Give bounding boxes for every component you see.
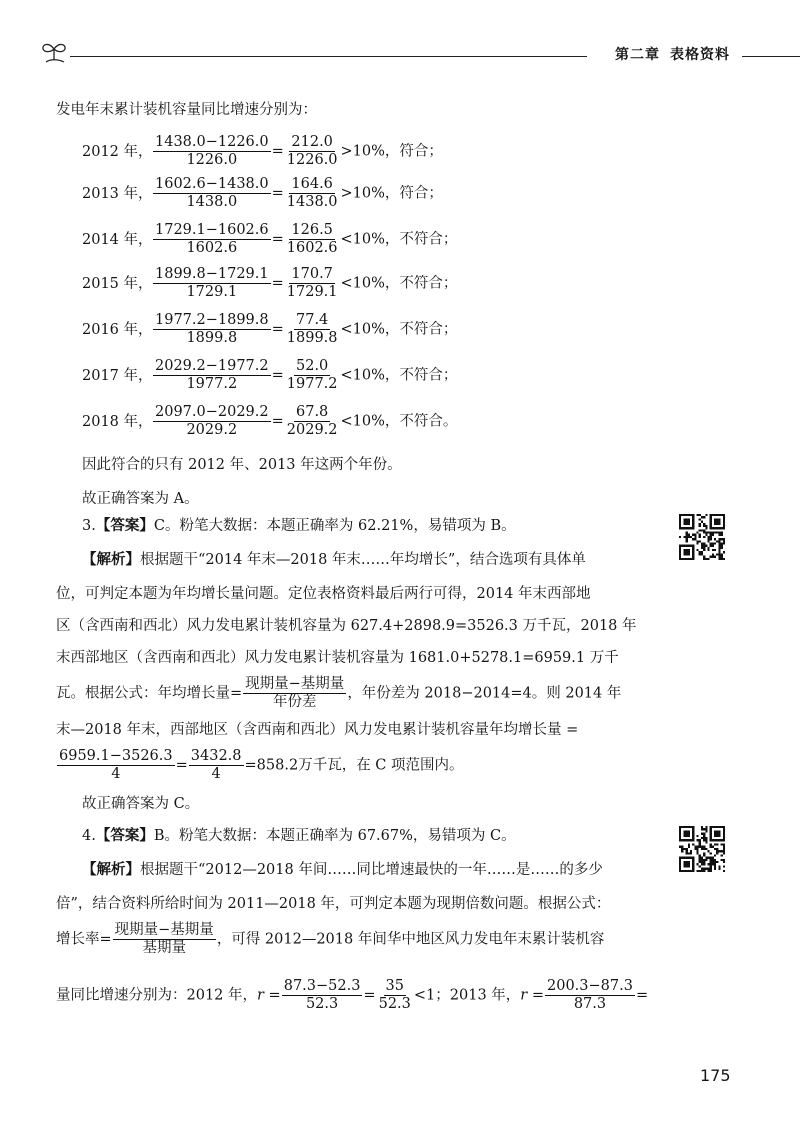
q4-formula-fraction bbox=[113, 922, 216, 957]
conclusion-text: 因此符合的只有 2012 年、2013 年这两个年份。 bbox=[82, 457, 402, 473]
fraction-denominator: 年份差 bbox=[272, 694, 317, 710]
fraction-denominator: 52.3 bbox=[305, 996, 339, 1012]
fraction-denominator: 1899.8 bbox=[186, 330, 238, 346]
q4-answer-line bbox=[82, 826, 516, 846]
fraction-numerator: 2029.2−1977.2 bbox=[155, 358, 269, 374]
q3-number: 3. bbox=[82, 518, 96, 534]
q3-answer-line bbox=[82, 516, 516, 536]
fraction-denominator: 52.3 bbox=[378, 996, 411, 1012]
q4-formula-suffix: ，可得 2012—2018 年间华中地区风力发电年末累计装机容 bbox=[216, 931, 605, 948]
fraction-numerator: 现期量−基期量 bbox=[245, 676, 345, 692]
fraction-denominator: 2029.2 bbox=[186, 422, 238, 438]
q3-answer-text: C。粉笔大数据：本题正确率为 62.21%，易错项为 B。 bbox=[153, 518, 516, 534]
year-row: 2018 年， $\frac{2097.0-2029.2}{2029.2}$ = $\frac{67.8}{2029.2}$ <10%，不符合。 bbox=[82, 404, 458, 438]
fraction-numerator: 164.6 bbox=[291, 176, 333, 192]
year-label: 2017 年， bbox=[82, 367, 153, 384]
q3-analysis-line-1 bbox=[82, 550, 586, 570]
page-number: 175 bbox=[700, 1066, 731, 1085]
fraction-numerator: 87.3−52.3 bbox=[283, 978, 361, 994]
q4-analysis-tag: 【解析】 bbox=[82, 862, 140, 878]
year-label: 2013 年， bbox=[82, 185, 153, 202]
comparison-result: <10%，不符合。 bbox=[340, 413, 458, 430]
q4-calc-fraction-3 bbox=[545, 978, 635, 1013]
q4-analysis-line-1 bbox=[82, 860, 603, 880]
difference-fraction bbox=[153, 176, 271, 211]
sprout-icon bbox=[40, 38, 68, 64]
q4-formula-prefix: 增长率= bbox=[56, 931, 112, 948]
header-rule-right bbox=[742, 56, 800, 57]
fraction-numerator: 2097.0−2029.2 bbox=[155, 404, 269, 420]
header-rule bbox=[70, 56, 587, 57]
difference-fraction bbox=[153, 404, 271, 439]
q4-analysis-line-3 bbox=[56, 922, 604, 957]
fraction-numerator: 200.3−87.3 bbox=[547, 978, 633, 994]
fraction-denominator: 87.3 bbox=[573, 996, 607, 1012]
comparison-result: <10%，不符合； bbox=[340, 231, 458, 248]
q3-analysis-line-6: 末—2018 年末，西部地区（含西南和西北）风力发电累计装机容量年均增长量 = bbox=[56, 722, 579, 738]
difference-fraction bbox=[153, 134, 271, 169]
page-header bbox=[40, 38, 800, 68]
variable-r: r bbox=[520, 987, 528, 1004]
fraction-numerator: 现期量−基期量 bbox=[114, 922, 214, 938]
fraction-numerator: 3432.8 bbox=[190, 748, 242, 764]
q4-number: 4. bbox=[82, 828, 96, 844]
q4-calc-fraction-2 bbox=[377, 978, 413, 1013]
result-fraction bbox=[285, 134, 340, 169]
comparison-result: >10%，符合； bbox=[340, 143, 443, 160]
chapter-name: 表格资料 bbox=[670, 47, 730, 63]
fraction-denominator: 4 bbox=[111, 766, 121, 782]
difference-fraction bbox=[153, 266, 271, 301]
fraction-denominator: 4 bbox=[211, 766, 221, 782]
year-label: 2015 年， bbox=[82, 275, 153, 292]
fraction-denominator: 1899.8 bbox=[286, 330, 338, 346]
q3-analysis-line-7: $\frac{6959.1-3526.3}{4}$ = $\frac{3432.8}{4}$ =858.2万千瓦，在 C 项范围内。 bbox=[59, 748, 464, 782]
fraction-denominator: 1438.0 bbox=[286, 194, 338, 210]
q4-calc-fraction-1 bbox=[282, 978, 363, 1013]
fraction-numerator: 52.0 bbox=[296, 358, 329, 374]
qr-code-icon[interactable] bbox=[679, 514, 725, 560]
q3-analysis-line-5 bbox=[56, 676, 621, 711]
comparison-result: <10%，不符合； bbox=[340, 367, 458, 384]
result-fraction bbox=[285, 358, 340, 393]
fraction-denominator: 1226.0 bbox=[186, 152, 238, 168]
variable-r: r bbox=[257, 987, 264, 1004]
q3-calc-fraction-2 bbox=[189, 748, 244, 783]
result-fraction bbox=[285, 266, 340, 301]
q3-calc-result: =858.2万千瓦，在 C 项范围内。 bbox=[244, 757, 464, 774]
intro-text: 发电年末累计装机容量同比增速分别为： bbox=[56, 102, 317, 118]
fraction-denominator: 1977.2 bbox=[186, 376, 238, 392]
fraction-denominator: 1977.2 bbox=[286, 376, 338, 392]
difference-fraction bbox=[153, 358, 271, 393]
difference-fraction bbox=[153, 222, 271, 257]
q3-answer-tag: 【答案】 bbox=[95, 518, 154, 534]
q3-analysis-tag: 【解析】 bbox=[82, 552, 140, 568]
q4-growth-mid: <1；2013 年， bbox=[413, 987, 521, 1004]
fraction-numerator: 1602.6−1438.0 bbox=[155, 176, 269, 192]
fraction-denominator: 1438.0 bbox=[186, 194, 238, 210]
year-label: 2014 年， bbox=[82, 231, 153, 248]
fraction-numerator: 170.7 bbox=[291, 266, 333, 282]
year-label: 2018 年， bbox=[82, 413, 153, 430]
q3-formula-suffix: ，年份差为 2018−2014=4。则 2014 年 bbox=[347, 685, 622, 702]
fraction-numerator: 67.8 bbox=[296, 404, 329, 420]
chapter-number: 第二章 bbox=[615, 47, 660, 63]
q3-calc-fraction-1 bbox=[57, 748, 175, 783]
year-row: 2017 年， $\frac{2029.2-1977.2}{1977.2}$ = $\frac{52.0}{1977.2}$ <10%，不符合； bbox=[82, 358, 458, 392]
fraction-numerator: 35 bbox=[385, 978, 404, 994]
year-row: 2016 年， $\frac{1977.2-1899.8}{1899.8}$ = $\frac{77.4}{1899.8}$ <10%，不符合； bbox=[82, 312, 458, 346]
result-fraction bbox=[285, 176, 340, 211]
comparison-result: <10%，不符合； bbox=[340, 275, 458, 292]
fraction-numerator: 77.4 bbox=[296, 312, 329, 328]
year-label: 2012 年， bbox=[82, 143, 153, 160]
comparison-result: >10%，符合； bbox=[340, 185, 443, 202]
q3-analysis-line-4: 末西部地区（含西南和西北）风力发电累计装机容量为 1681.0+5278.1=6959.1 万千 bbox=[56, 650, 619, 666]
fraction-denominator: 1602.6 bbox=[286, 240, 338, 256]
year-label: 2016 年， bbox=[82, 321, 153, 338]
fraction-denominator: 1602.6 bbox=[186, 240, 238, 256]
fraction-denominator: 基期量 bbox=[142, 940, 186, 956]
comparison-result: <10%，不符合； bbox=[340, 321, 458, 338]
year-row: 2015 年， $\frac{1899.8-1729.1}{1729.1}$ = $\frac{170.7}{1729.1}$ <10%，不符合； bbox=[82, 266, 458, 300]
q3-analysis-line-2: 位，可判定本题为年均增长量问题。定位表格资料最后两行可得，2014 年末西部地 bbox=[56, 586, 591, 602]
fraction-numerator: 1438.0−1226.0 bbox=[155, 134, 269, 150]
qr-code-icon[interactable] bbox=[679, 826, 725, 872]
year-row: 2012 年， $\frac{1438.0-1226.0}{1226.0}$ = $\frac{212.0}{1226.0}$ >10%，符合； bbox=[82, 134, 443, 168]
fraction-denominator: 1226.0 bbox=[286, 152, 338, 168]
result-fraction bbox=[285, 404, 340, 439]
q3-analysis-text-1: 根据题干“2014 年末—2018 年末……年均增长”，结合选项有具体单 bbox=[140, 552, 586, 568]
fraction-denominator: 1729.1 bbox=[186, 284, 238, 300]
q4-growth-prefix: 量同比增速分别为：2012 年， bbox=[56, 987, 258, 1004]
q4-answer-text: B。粉笔大数据：本题正确率为 67.67%，易错项为 C。 bbox=[153, 828, 516, 844]
fraction-numerator: 6959.1−3526.3 bbox=[59, 748, 173, 764]
q4-analysis-line-2: 倍”，结合资料所给时间为 2011—2018 年，可判定本题为现期倍数问题。根据公式： bbox=[56, 896, 611, 912]
fraction-numerator: 212.0 bbox=[291, 134, 333, 150]
difference-fraction bbox=[153, 312, 271, 347]
fraction-denominator: 2029.2 bbox=[286, 422, 338, 438]
q4-analysis-line-4: 量同比增速分别为：2012 年，r = $\frac{87.3-52.3}{52.3}$ = $\frac{35}{52.3}$ <1；2013 年，r = $\frac{200.3-87.3}{87.3}$ = bbox=[56, 978, 649, 1012]
fraction-numerator: 1729.1−1602.6 bbox=[155, 222, 269, 238]
fraction-numerator: 1899.8−1729.1 bbox=[155, 266, 269, 282]
q3-formula-fraction bbox=[243, 676, 346, 711]
result-fraction bbox=[285, 222, 340, 257]
fraction-denominator: 1729.1 bbox=[286, 284, 338, 300]
q3-formula-prefix: 瓦。根据公式：年均增长量= bbox=[56, 685, 243, 702]
q3-analysis-line-3: 区（含西南和西北）风力发电累计装机容量为 627.4+2898.9=3526.3 万千瓦，2018 年 bbox=[56, 618, 637, 634]
chapter-title bbox=[605, 44, 730, 64]
answer-a-text: 故正确答案为 A。 bbox=[82, 491, 199, 507]
year-row: 2013 年， $\frac{1602.6-1438.0}{1438.0}$ = $\frac{164.6}{1438.0}$ >10%，符合； bbox=[82, 176, 443, 210]
q4-answer-tag: 【答案】 bbox=[95, 828, 154, 844]
year-row: 2014 年， $\frac{1729.1-1602.6}{1602.6}$ = $\frac{126.5}{1602.6}$ <10%，不符合； bbox=[82, 222, 458, 256]
fraction-numerator: 1977.2−1899.8 bbox=[155, 312, 269, 328]
fraction-numerator: 126.5 bbox=[291, 222, 333, 238]
q4-analysis-text-1: 根据题干“2012—2018 年间……同比增速最快的一年……是……的多少 bbox=[140, 862, 603, 878]
result-fraction bbox=[285, 312, 340, 347]
q3-final-answer: 故正确答案为 C。 bbox=[82, 796, 200, 812]
